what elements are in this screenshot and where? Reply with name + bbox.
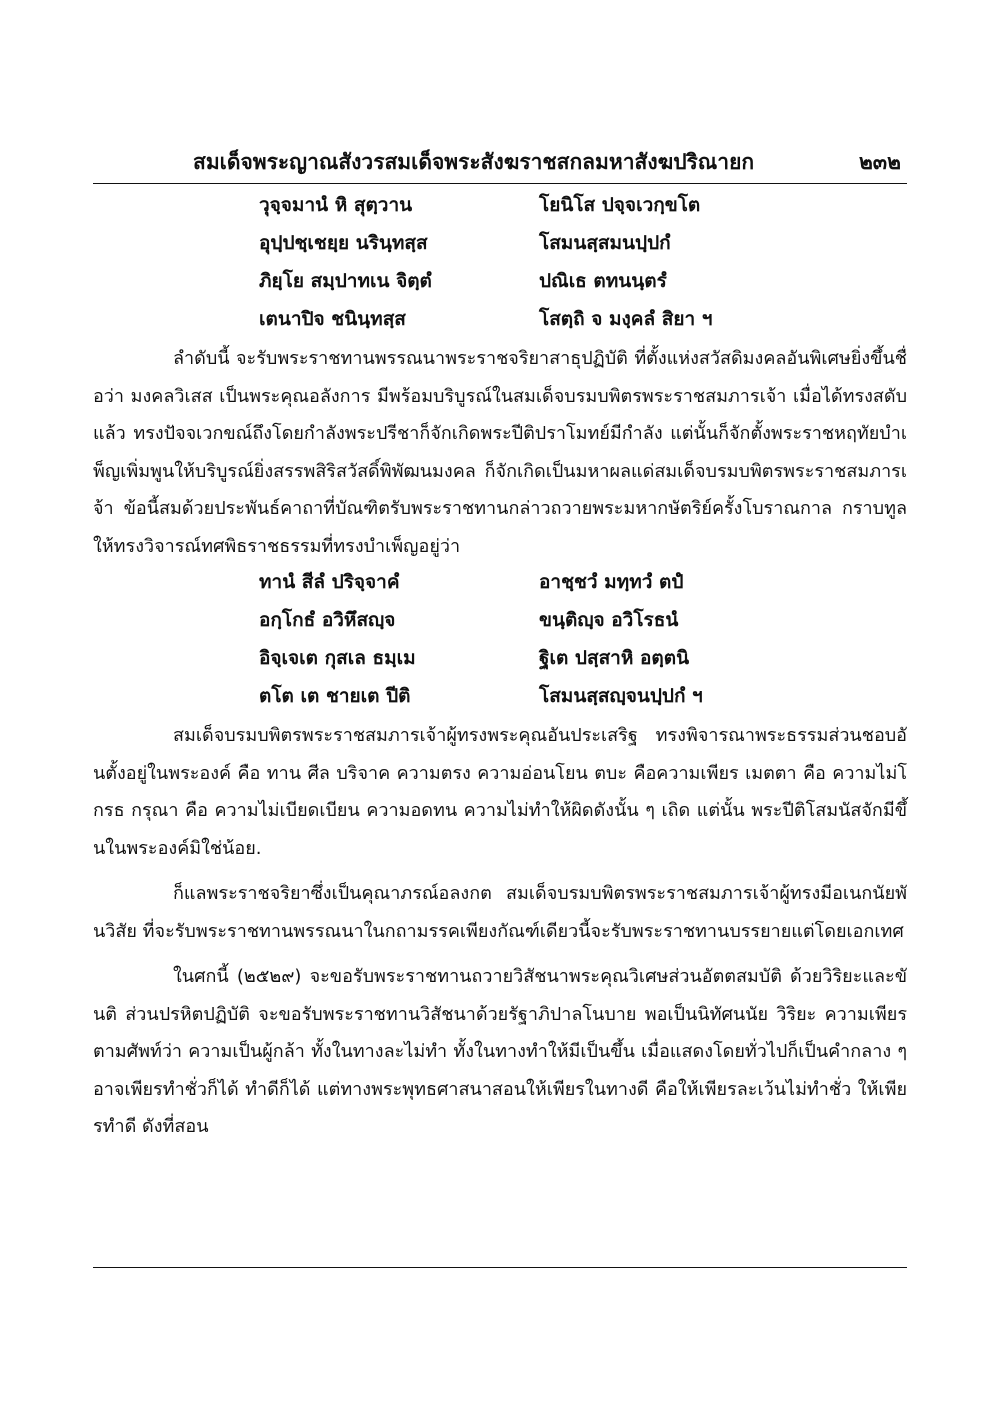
verse-line: [93, 679, 907, 717]
verse-right: โยนิโส ปจฺจเวกฺขโต: [539, 194, 701, 216]
verse-line: [93, 641, 907, 679]
paragraph-3: ก็แลพระราชจริยาซึ่งเป็นคุณาภรณ์อลงกต สมเด็จบรมบพิตรพระราชสมภารเจ้าผู้ทรงมีอเนกนัยพันวิสัย ที่จะรับพระราชทานพรรณนาในกถามรรคเพียงกัณฑ์เดียวนี้จะรับพระราชทานบรรยายแต่โดยเอกเทศ: [93, 883, 907, 942]
verse-left: ตโต เต ชายเต ปีติ: [259, 685, 411, 707]
verse-line: [93, 188, 907, 226]
verse-line: [93, 603, 907, 641]
verse-line: [93, 302, 907, 340]
verse-left: วุจฺจมานํ หิ สุตฺวาน: [259, 194, 413, 216]
verse-right: อาชฺชวํ มทฺทวํ ตปํ: [539, 571, 684, 593]
verse-right: ขนฺติญฺจ อวิโรธนํ: [539, 609, 679, 631]
verse-left: อกฺโกธํ อวิหึสญฺจ: [259, 609, 396, 631]
paragraph-1: ลำดับนี้ จะรับพระราชทานพรรณนาพระราชจริยาสาธุปฏิบัติ ที่ตั้งแห่งสวัสดิมงคลอันพิเศษยิ่งขึ้นชื่อว่า มงคลวิเสส เป็นพระคุณอลังการ มีพร้อมบริบูรณ์ในสมเด็จบรมบพิตรพระราชสมภารเจ้า เมื่อได้ทรงสดับแล้ว ทรงปัจจเวกขณ์ถึงโดยกำลังพระปรีชาก็จักเกิดพระปีติปราโมทย์มีกำลัง แต่นั้นก็จักตั้งพระราชหฤทัยบำเพ็ญเพิ่มพูนให้บริบูรณ์ยิ่งสรรพสิริสวัสดิ์พิพัฒนมงคล ก็จักเกิดเป็นมหาผลแด่สมเด็จบรมบพิตรพระราชสมภารเจ้า ข้อนี้สมด้วยประพันธ์คาถาที่บัณฑิตรับพระราชทานกล่าวถวายพระมหากษัตริย์ครั้งโบราณกาล กราบทูล ให้ทรงวิจารณ์ทศพิธราชธรรมที่ทรงบำเพ็ญอยู่ว่า: [93, 348, 907, 557]
page-content: [93, 188, 907, 1146]
header-title: สมเด็จพระญาณสังวรสมเด็จพระสังฆราชสกลมหาสังฆปริณายก: [193, 150, 755, 174]
verse-left: อิจฺเจเต กุสเล ธมฺเม: [259, 647, 416, 669]
paragraph-2: สมเด็จบรมบพิตรพระราชสมภารเจ้าผู้ทรงพระคุณอันประเสริฐ ทรงพิจารณาพระธรรมส่วนชอบอันตั้งอยู่ในพระองค์ คือ ทาน ศีล บริจาค ความตรง ความอ่อนโยน ตบะ คือความเพียร เมตตา คือ ความไม่โกรธ กรุณา คือ ความไม่เบียดเบียน ความอดทน ความไม่ทำให้ผิดดังนั้น ๆ เถิด แต่นั้น พระปีติโสมนัสจักมีขึ้นในพระองค์มิใช่น้อย.: [93, 725, 907, 859]
page-header: [93, 140, 907, 182]
verse-block-1: [93, 188, 907, 340]
verse-line: [93, 226, 907, 264]
verse-left: ภิยฺโย สมฺปาทเน จิตฺตํ: [259, 270, 432, 292]
verse-left: อุปฺปชฺเชยฺย นรินฺทสฺส: [259, 232, 428, 254]
verse-right: ฐิเต ปสฺสาหิ อตฺตนิ: [539, 647, 690, 669]
spacer: [93, 867, 907, 875]
header-rule: [93, 183, 907, 184]
spacer: [93, 950, 907, 958]
verse-block-2: [93, 565, 907, 717]
paragraph-4: ในศกนี้ (๒๕๒๙) จะขอรับพระราชทานถวายวิสัชนาพระคุณวิเศษส่วนอัตตสมบัติ ด้วยวิริยะและขันติ ส่วนปรหิตปฏิบัติ จะขอรับพระราชทานวิสัชนาด้วยรัฐาภิปาลโนบาย พอเป็นนิทัศนนัย วิริยะ ความเพียร ตามศัพท์ว่า ความเป็นผู้กล้า ทั้งในทางละไม่ทำ ทั้งในทางทำให้มีเป็นขึ้น เมื่อแสดงโดยทั่วไปก็เป็นคำกลาง ๆ อาจเพียรทำชั่วก็ได้ ทำดีก็ได้ แต่ทางพระพุทธศาสนาสอนให้เพียรในทางดี คือให้เพียรละเว้นไม่ทำชั่ว ให้เพียรทำดี ดังที่สอน: [93, 966, 907, 1137]
verse-right: โสมนสฺสมนปฺปกํ: [539, 232, 671, 254]
verse-right: โสตฺถิ จ มงฺคลํ สิยา ฯ: [539, 308, 713, 330]
verse-line: [93, 565, 907, 603]
verse-right: โสมนสฺสญฺจนปฺปกํ ฯ: [539, 685, 703, 707]
page-number: ๒๓๒: [858, 150, 901, 174]
verse-right: ปณิเธ ตทนนฺตรํ: [539, 270, 667, 292]
verse-line: [93, 264, 907, 302]
verse-left: ทานํ สีลํ ปริจฺจาคํ: [259, 571, 400, 593]
verse-left: เตนาปิจ ชนินฺทสฺส: [259, 308, 406, 330]
footer-rule: [93, 1267, 907, 1268]
